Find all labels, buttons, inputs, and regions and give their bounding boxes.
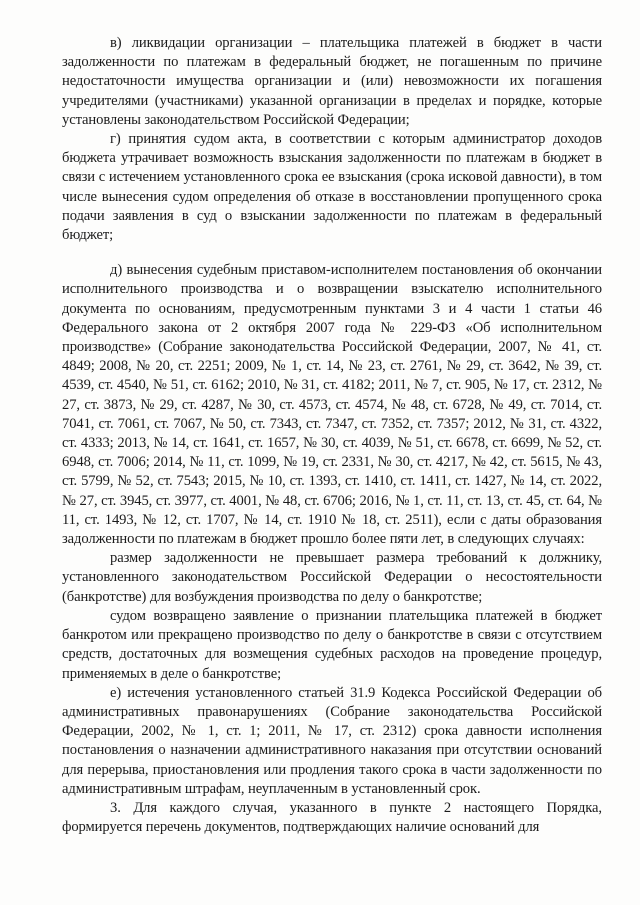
paragraph-v-liquidation: в) ликвидации организации – плательщика платежей в бюджет в части задолженности по платежам в федеральный бюджет, не погашенным по причине недостаточности имущества организации и (или) невозможности их погашения учредителями (участниками) указанной организации в пределах и порядке, которые установлены законодательством Российской Федерации; [62, 35, 602, 128]
paragraph-e-limitation: е) истечения установленного статьей 31.9 Кодекса Российской Федерации об административных правонарушениях (Собрание законодательства Российской Федерации, 2002, № 1, ст. 1; 2011, № 17, ст. 2312) срока давности исполнения постановления о назначении административного наказания при отсутствии оснований для перерыва, приостановления или продления такого срока в части задолженности по административным штрафам, неуплаченным в установленный срок. [62, 684, 602, 797]
document-body [62, 34, 602, 837]
paragraph-d-bailiff: д) вынесения судебным приставом-исполнителем постановления об окончании исполнительного производства и о возвращении взыскателю исполнительного документа по основаниям, предусмотренным пунктами 3 и 4 части 1 статьи 46 Федерального закона от 2 октября 2007 года № 229-ФЗ «Об исполнительном производстве» (Собрание законодательства Российской Федерации, 2007, № 41, ст. 4849; 2008, № 20, ст. 2251; 2009, № 1, ст. 14, № 23, ст. 2761, № 29, ст. 3642, № 39, ст. 4539, ст. 4540, № 51, ст. 6162; 2010, № 31, ст. 4182; 2011, № 7, ст. 905, № 17, ст. 2312, № 27, ст. 3873, № 29, ст. 4287, № 30, ст. 4573, ст. 4574, № 48, ст. 6728, № 49, ст. 7014, ст. 7041, ст. 7061, ст. 7067, № 50, ст. 7343, ст. 7347, ст. 7352, ст. 7357; 2012, № 31, ст. 4322, ст. 4333; 2013, № 14, ст. 1641, ст. 1657, № 30, ст. 4039, № 51, ст. 6678, ст. 6699, № 52, ст. 6948, ст. 7006; 2014, № 11, ст. 1099, № 19, ст. 2331, № 30, ст. 4217, № 42, ст. 5615, № 43, ст. 5799, № 52, ст. 7543; 2015, № 10, ст. 1393, ст. 1410, ст. 1411, ст. 1427, № 14, ст. 2022, № 27, ст. 3945, ст. 3977, ст. 4001, № 48, ст. 6706; 2016, № 1, ст. 11, ст. 13, ст. 45, ст. 64, № 11, ст. 1493, № 12, ст. 1707, № 14, ст. 1910 № 18, ст. 2511), если с даты образования задолженности по платежам в бюджет прошло более пяти лет, в следующих случаях: [62, 262, 602, 548]
paragraph-bankruptcy-returned: судом возвращено заявление о признании плательщика платежей в бюджет банкротом или прекращено производство по делу о банкротстве в связи с отсутствием средств, достаточных для возмещения судебных расходов на проведение процедур, применяемых в деле о банкротстве; [62, 607, 602, 682]
paragraph-debt-size: размер задолженности не превышает размера требований к должнику, установленного законодательством Российской Федерации о несостоятельности (банкротстве) для возбуждения производства по делу о банкротстве; [62, 550, 602, 605]
paragraph-g-court-act: г) принятия судом акта, в соответствии с которым администратор доходов бюджета утрачивает возможность взыскания задолженности по платежам в бюджет в связи с истечением установленного срока ее взыскания (срока исковой давности), в том числе вынесения судом определения об отказе в восстановлении пропущенного срока подачи заявления в суд о взыскании задолженности по платежам в федеральный бюджет; [62, 131, 602, 244]
paragraph-3-documents: 3. Для каждого случая, указанного в пункте 2 настоящего Порядка, формируется перечень документов, подтверждающих наличие оснований для [62, 799, 602, 836]
